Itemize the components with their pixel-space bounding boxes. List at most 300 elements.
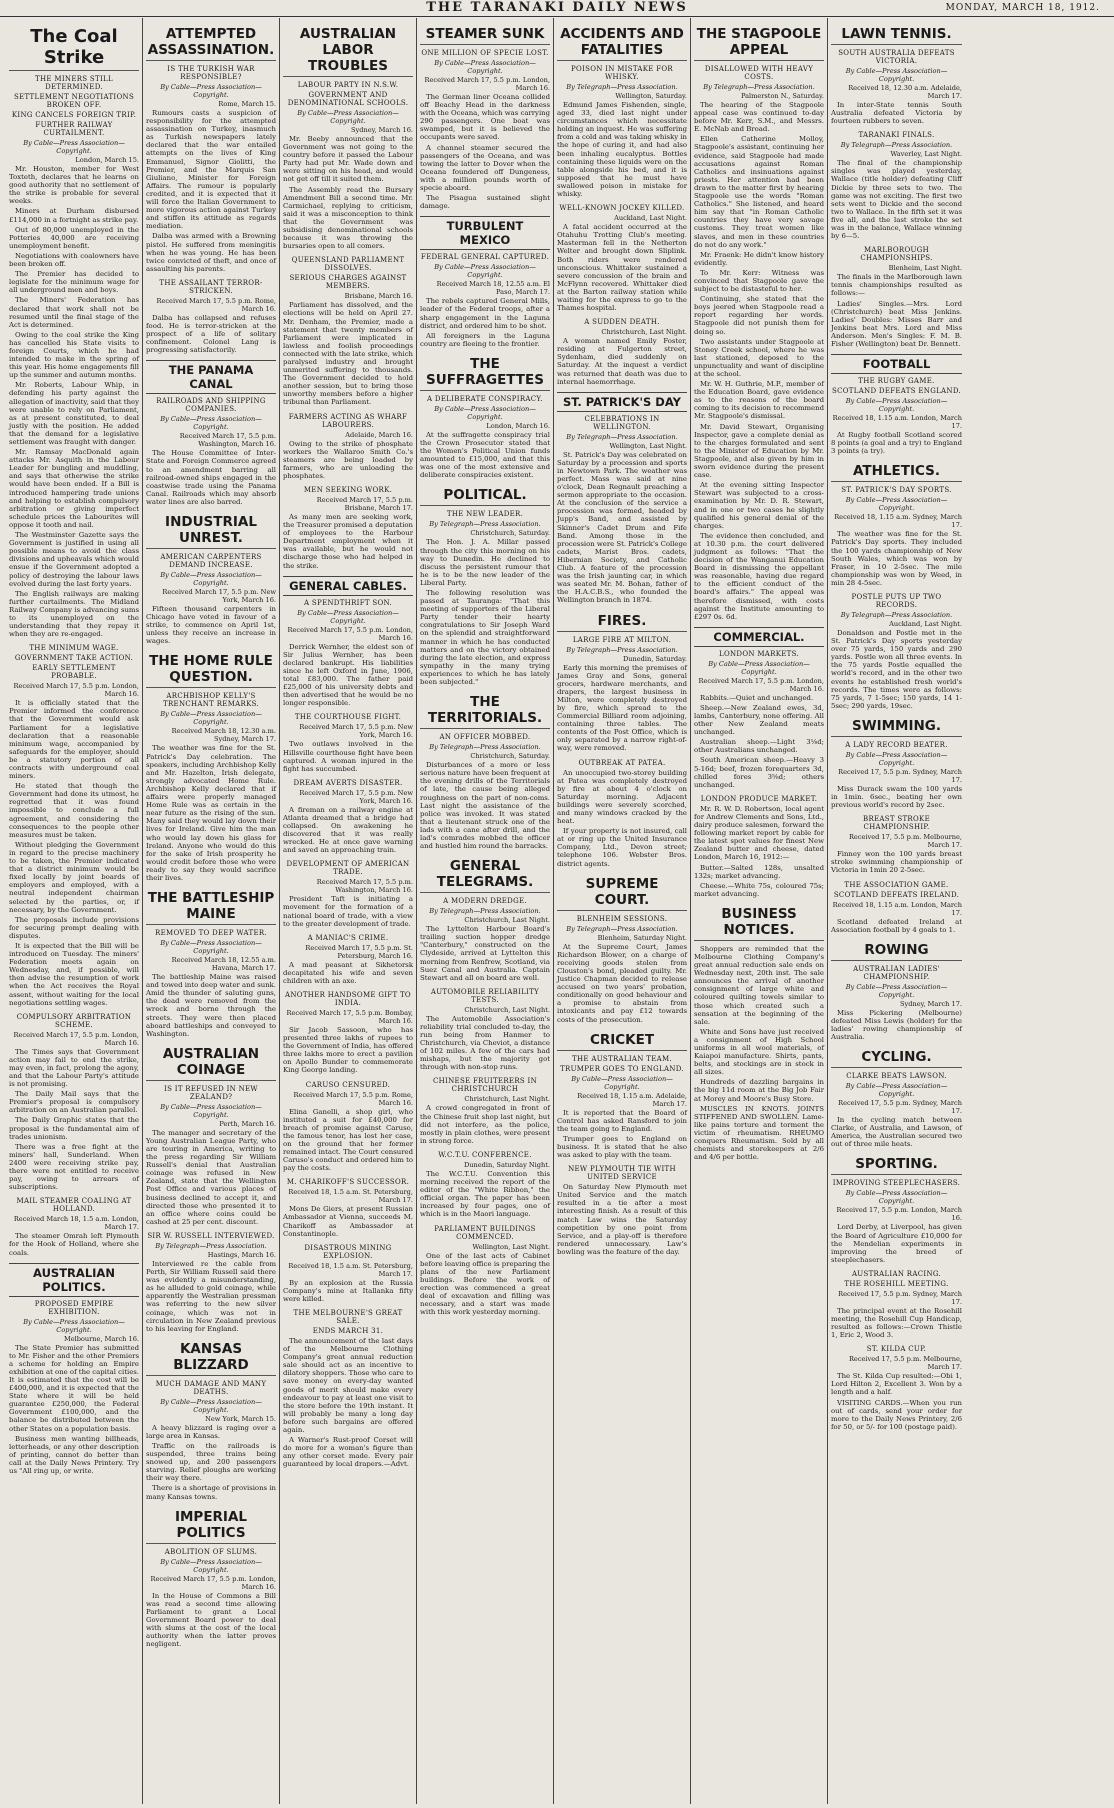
- article: [283, 599, 413, 708]
- article: [831, 246, 962, 348]
- article-dateline: Christchurch, Saturday.: [470, 529, 550, 538]
- article-dateline: Christchurch, Saturday.: [470, 752, 550, 761]
- column-4: [417, 18, 554, 1804]
- article-subheading: POISON IN MISTAKE FOR WHISKY.: [570, 65, 673, 81]
- section-banner: ST. PATRICK'S DAY: [557, 392, 687, 412]
- article-subheading: GOVERNMENT AND DENOMINATIONAL SCHOOLS.: [287, 91, 409, 107]
- article-heading: FIRES.: [557, 611, 687, 632]
- article-subheading: DEVELOPMENT OF AMERICAN TRADE.: [286, 860, 410, 877]
- article-dateline: Received 17, 5.5 p.m. Melbourne, March 17.: [848, 833, 962, 850]
- article: [283, 1081, 413, 1173]
- article-paragraph: In the cycling match between Clarke, of Australia, and Lawson, of America, the Australian secured two out of three mile heats.: [831, 1116, 962, 1149]
- article-credit: By Cable—Press Association—Copyright.: [160, 1557, 262, 1574]
- article-subheading: A SUDDEN DEATH.: [584, 318, 660, 327]
- article-dateline: Wellington, Last Night.: [609, 441, 687, 450]
- article-paragraph: Miss Durack swam the 100 yards in 1min. 6sec., beating her own previous world's record by 2sec.: [831, 784, 962, 810]
- article-subheading: GOVERNMENT TAKE ACTION.: [14, 654, 134, 663]
- article-paragraph: Dalba was armed with a Browning pistol. He suffered from meningitis when he was young. He has been twice convicted of theft, and once of assaulting his parents.: [146, 232, 276, 273]
- article-paragraph: Ladies' Singles.—Mrs. Lord (Christchurch) beat Miss Jenkins. Ladies' Doubles: Misses Barr and Jenkins beat Mrs. Lord and Miss Anderson. Men's Singles: F. M. B. Fisher (Wellington) beat Dr. Bennett.: [831, 299, 962, 348]
- article: [146, 1044, 276, 1226]
- article-dateline: Received March 17, 5.5 p.m. Washington, March 16.: [316, 878, 413, 895]
- article: [283, 1309, 413, 1469]
- article-paragraph: In inter-State tennis South Australia defeated Victoria by fourteen rubbers to seven.: [831, 101, 962, 126]
- article: [420, 253, 550, 348]
- article: [831, 593, 962, 710]
- article-subheading: ABOLITION OF SLUMS.: [164, 1547, 258, 1556]
- column-5: [554, 18, 691, 1804]
- article-subheading: DISASTROUS MINING EXPLOSION.: [304, 1243, 392, 1260]
- article-subheading: LARGE FIRE AT MILTON.: [572, 635, 672, 644]
- article-dateline: Waverley, Last Night.: [890, 150, 962, 159]
- article-paragraph: The battleship Maine was raised and towed into deep water and sunk. Amid the thunder of saluting guns, the dead were removed from the wreck and borne through the streets. They were then placed aboard battleships and conveyed to Washington.: [146, 973, 276, 1038]
- article-subheading: IMPROVING STEEPLECHASERS.: [832, 1179, 961, 1188]
- article-dateline: Received March 18, 1.5 a.m. London, March 17.: [13, 1215, 139, 1232]
- article-subheading: LONDON MARKETS.: [719, 649, 799, 658]
- article-dateline: Hastings, March 16.: [207, 1250, 276, 1259]
- article-subheading: A LADY RECORD BEATER.: [845, 740, 948, 749]
- article-paragraph: Scotland defeated Ireland at Association football by 4 goals to 1.: [831, 917, 962, 934]
- article-paragraph: Without pledging the Government in regard to the precise machinery to be taken, the Premier indicated that a district minimum would be fixed locally by joint boards of employers and employed, with a neutral independent chairman selected by the parties, or, if necessary, by the Government.: [9, 840, 139, 914]
- article: [9, 1013, 139, 1192]
- article-dateline: Received March 17, 5.5 p.m. Rome, March 16.: [293, 1090, 413, 1107]
- article-paragraph: The Miners' Federation has declared that work shall not be resumed until the final stage of the Act is determined.: [9, 296, 139, 329]
- article-credit: By Telegraph—Press Association.: [703, 83, 815, 91]
- article-dateline: Received March 17, 5.5 p.m. St. Petersburg, March 16.: [305, 943, 413, 960]
- article-paragraph: The Assembly read the Bursary Amendment Bill a second time. Mr. Carmichael, replying to criticism, said it was a misconception to think that the Government was subsidising denominational schools because it was throwing the bursaries open to all comers.: [283, 185, 413, 251]
- article-subheading: PARLIAMENT BUILDINGS COMMENCED.: [434, 1224, 536, 1241]
- article-credit: By Cable—Press Association—Copyright.: [160, 710, 262, 727]
- article: [146, 888, 276, 1038]
- section-banner: THE PANAMA CANAL: [146, 360, 276, 394]
- article-subheading: KING CANCELS FOREIGN TRIP.: [11, 111, 137, 119]
- article-dateline: Received 17, 5.5 p.m. Sydney, March 17.: [838, 1289, 962, 1306]
- article-paragraph: The steamer Omrah left Plymouth for the Hook of Holland, where she coals.: [9, 1232, 139, 1257]
- article-paragraph: Lord Derby, at Liverpool, has given the Board of Agriculture £10,000 for the Mendelian experiments in improving the breed of steeplechasers.: [831, 1223, 962, 1264]
- article-paragraph: The Times says that Government action may fail to end the strike, may even, in fact, prolong the agony, and that the Labour Party's attitude is not promising.: [9, 1047, 139, 1089]
- article: [9, 75, 139, 638]
- article-paragraph: Shoppers are reminded that the Melbourne Clothing Company's great annual reduction sale ends on Wednesday next, 20th inst. The sale announces the arrival of another consignment of large white and coloured quilting towels similar to those which created such a sensation at the beginning of the sale.: [694, 944, 824, 1026]
- article-dateline: Received 17, 5.5 p.m. Sydney, March 17.: [838, 767, 962, 784]
- article-paragraph: An unoccupied two-storey building at Patea was completely destroyed by fire at about 4 o'clock on Saturday morning. Adjacent buildings were severely scorched, and many windows cracked by the heat.: [557, 768, 687, 826]
- article-paragraph: Continuing, she stated that the boys jeered when Stagpoole read a report regarding her words. Stagpoole did not punish them for doing so.: [694, 295, 824, 336]
- article-paragraph: VISITING CARDS.—When you run out of cards, send your order for more to the Daily News Printery, 2/6 for 50, or 5/- for 100 (postage paid).: [831, 1398, 962, 1431]
- article: [557, 65, 687, 198]
- article-paragraph: A mad peasant at Sikhetorsk decapitated his wife and seven children with an axe.: [283, 960, 413, 985]
- column-heading: ACCIDENTS AND FATALITIES: [557, 24, 687, 61]
- article-subheading: DREAM AVERTS DISASTER.: [293, 778, 403, 787]
- article: [557, 759, 687, 868]
- article-paragraph: The German liner Oceana collided off Beachy Head in the darkness with the Oceana, which was carrying 290 passengers. One boat was swamped, but it is believed the occupants were saved.: [420, 93, 550, 142]
- article-subheading: AMERICAN CARPENTERS DEMAND INCREASE.: [160, 553, 262, 569]
- article-dateline: Christchurch, Last Night.: [464, 1005, 550, 1014]
- article-subheading: W.C.T.U. CONFERENCE.: [438, 1150, 532, 1159]
- article-credit: By Telegraph—Press Association.: [566, 83, 678, 91]
- article: [283, 860, 413, 927]
- article-subheading: A SPENDTHRIFT SON.: [303, 598, 393, 607]
- article-paragraph: One of the last acts of Cabinet before leaving office is preparing the plans of the new Parliament buildings. Before the work of erection was commenced a great deal of excavation and filling was necessary, and a start was made with this work yesterday morning.: [420, 1251, 550, 1317]
- article-subheading: POSTLE PUTS UP TWO RECORDS.: [851, 593, 942, 609]
- article-heading: AUSTRALIAN COINAGE: [146, 1044, 276, 1081]
- column-7: [828, 18, 965, 1804]
- article: [146, 1339, 276, 1501]
- article-paragraph: Business men wanting billheads, letterheads, or any other description of printing, cannot do better than call at the Daily News Printery. Try us "All ring up, or write.: [9, 1434, 139, 1475]
- article-credit: By Cable—Press Association—Copyright.: [160, 415, 262, 432]
- columns-container: [6, 18, 1108, 1804]
- article: [694, 650, 824, 789]
- article-paragraph: Early this morning the premises of James Gray and Sons, general grocers, hardware merchants, and drapers, the largest business in Milton, were completely destroyed by fire, which spread to the Commercial Billiard room adjoining, containing three tables. The contents of the Post Office, which is only separated by a narrow right-of-way, were removed.: [557, 663, 687, 753]
- article-credit: By Cable—Press Association—Copyright.: [434, 59, 536, 75]
- article-credit: By Cable—Press Association—Copyright.: [160, 83, 262, 99]
- article-paragraph: Owing to the strike of phosphate workers the Wallaroo Smith Co.'s steamers are being loaded by farmers, who are unloading the phosphates.: [283, 439, 413, 480]
- article-paragraph: A heavy blizzard is raging over a large area in Kansas.: [146, 1423, 276, 1440]
- article-heading: BUSINESS NOTICES.: [694, 904, 824, 941]
- article-credit: By Cable—Press Association—Copyright.: [297, 608, 399, 625]
- article-paragraph: Mr. Roberts, Labour Whip, in defending his party against the allegation of inactivity, said that they were unable to rely on Parliament, as at present constituted, to deal justly with the position. He added that the demand for a legislative settlement was fraught with danger.: [9, 381, 139, 446]
- article-dateline: Wellington, Saturday.: [615, 92, 687, 100]
- masthead-date: MONDAY, MARCH 18, 1912.: [945, 3, 1100, 13]
- article-dateline: Received 18, 1.15 a.m. Sydney, March 17.: [834, 513, 962, 530]
- article: [146, 1232, 276, 1333]
- article-credit: By Cable—Press Association—Copyright.: [297, 109, 399, 125]
- article: [420, 1225, 550, 1317]
- article: [557, 318, 687, 386]
- article-subheading: CHINESE FRUITERERS IN CHRISTCHURCH: [432, 1077, 538, 1094]
- article-paragraph: The principal event at the Rosehill meeting, the Rosehill Cup Handicap, resulted as follows:—Crown Thistle 1, Eric 2, Wood 3.: [831, 1306, 962, 1340]
- article-dateline: London, March 16.: [486, 421, 550, 430]
- article-heading: SUPREME COURT.: [557, 874, 687, 911]
- article-credit: By Cable—Press Association—Copyright.: [845, 1189, 948, 1206]
- article-subheading: COMPULSORY ARBITRATION SCHEME.: [16, 1012, 132, 1029]
- article-heading: THE HOME RULE QUESTION.: [146, 651, 276, 688]
- article-subheading: SIR W. RUSSELL INTERVIEWED.: [147, 1231, 275, 1240]
- article-paragraph: MUSCLES IN KNOTS. JOINTS STIFFENED AND SWOLLEN. Lame-like pains torture and torment the victim of rheumatism. RHEUMO conquers Rheumatism. Sold by all chemists and storekeepers at 2/6 and 4/6 per bottle.: [694, 1104, 824, 1162]
- column-heading: ATTEMPTED ASSASSINATION.: [146, 24, 276, 61]
- article-dateline: Auckland, Last Night.: [614, 214, 687, 223]
- article-subheading: CARUSO CENSURED.: [305, 1080, 391, 1089]
- article-credit: By Telegraph—Press Association.: [429, 743, 541, 752]
- article-dateline: Christchurch, Last Night.: [464, 1095, 550, 1104]
- article: [283, 256, 413, 406]
- article: [420, 856, 550, 982]
- article-dateline: Rome, March 15.: [218, 100, 276, 108]
- article-subheading: A MANIAC'S CRIME.: [307, 933, 389, 942]
- article-credit: By Cable—Press Association—Copyright.: [23, 1317, 125, 1334]
- article-paragraph: Traffic on the railroads is suspended, three trains being snowed up, and 200 passengers starving. Relief ploughs are working their way there.: [146, 1441, 276, 1483]
- article-dateline: Received March 17, 5.5 p.m. London, March 16.: [13, 1030, 139, 1047]
- article-credit: By Cable—Press Association—Copyright.: [160, 1397, 262, 1414]
- article-subheading: SCOTLAND DEFEATS ENGLAND.: [831, 387, 962, 396]
- article-subheading: OUTBREAK AT PATEA.: [578, 758, 666, 767]
- article-paragraph: A Warner's Rust-proof Corset will do more for a woman's figure than any other corset made. Every pair guaranteed by local drapers.—Advt.: [283, 1436, 413, 1469]
- article: [557, 204, 687, 312]
- article-dateline: Received March 17, 5.5 p.m. New York, March 16.: [299, 723, 413, 740]
- article-paragraph: The Westminster Gazette says the Government is justified in using all possible means to avoid the class divisions and upheavals which would ensue if the Government adopted a policy of destroying the labour laws evolved during the last forty years.: [9, 531, 139, 588]
- article: [831, 881, 962, 934]
- article-paragraph: Donaldson and Postle met in the St. Patrick's Day sports yesterday over 75 yards, 150 yards and 290 yards. Postle won all three events. In the 75 yards Postle equalled the world's record, and in the other two events he established fresh world's records. The times were as follows: 75 yards, 7 1-5sec; 150 yards, 14 1-5sec; 290 yards, 19sec.: [831, 629, 962, 710]
- article-subheading: ANOTHER HANDSOME GIFT TO INDIA.: [285, 991, 411, 1007]
- article-paragraph: The Pisagua sustained slight damage.: [420, 194, 550, 211]
- article: [146, 651, 276, 882]
- article-subheading: FARMERS ACTING AS WHARF LABOURERS.: [288, 412, 408, 429]
- section-banner: AUSTRALIAN POLITICS.: [9, 1263, 139, 1297]
- article-paragraph: In the House of Commons a Bill was read a second time allowing Parliament to grant a Local Government Board power to deal with slums at the cost of the local authority when the latter proves negligent.: [146, 1591, 276, 1649]
- article-subheading: CLARKE BEATS LAWSON.: [846, 1072, 947, 1081]
- article: [694, 904, 824, 1161]
- article: [9, 644, 139, 1006]
- article-credit: By Cable—Press Association—Copyright.: [708, 659, 810, 676]
- article-dateline: Christchurch, Last Night.: [464, 916, 550, 925]
- article-paragraph: Mr. Ramsay MacDonald again attacks Mr. Asquith in the Labour Leader for bungling and muddling, and says that otherwise the strike would have been ended. If a Bill is introduced hampering trade unions and helping to establish compulsory arbitration or giving imperfect schedule prices the Labourites will oppose it tooth and nail.: [9, 448, 139, 529]
- article: [9, 1197, 139, 1256]
- article-subheading: SERIOUS CHARGES AGAINST MEMBERS.: [289, 274, 407, 291]
- article-dateline: Received March 18, 12.55 a.m. Havana, March 17.: [171, 956, 276, 973]
- article-paragraph: A crowd congregated in front of the Chinese fruit shop last night, but did not interfere, as the police, mostly in plain clothes, were present in strong force.: [420, 1104, 550, 1145]
- article-dateline: Sydney, March 17.: [899, 999, 962, 1008]
- section-banner: FOOTBALL: [831, 354, 962, 374]
- article-paragraph: Interviewed re the cable from Perth, Sir William Russell said there was evidently a misunderstanding, as he alluded to gold coinage, while apparently the Westralian pressman was referring to the new silver coinage, which was not in circulation in New Zealand previous to his leaving for England.: [146, 1259, 276, 1333]
- article: [283, 779, 413, 855]
- article-paragraph: He stated that though the Government had done its utmost, he regretted that it was found impossible to conclude a full agreement, and considering the consequences to the people other measures must be taken.: [9, 782, 139, 839]
- article: [146, 279, 276, 354]
- article-subheading: REMOVED TO DEEP WATER.: [155, 929, 267, 938]
- article-dateline: New York, March 15.: [205, 1414, 276, 1423]
- article: [420, 692, 550, 850]
- article-subheading: ARCHBISHOP KELLY'S TRENCHANT REMARKS.: [163, 692, 259, 709]
- article-heading: ATHLETICS.: [831, 461, 962, 482]
- article-paragraph: The finals in the Marlborough lawn tennis championships resulted as follows:—: [831, 273, 962, 298]
- article-dateline: Adelaide, March 16.: [345, 430, 413, 439]
- article-dateline: Received 17, 5.5 p.m. Melbourne, March 17.: [848, 1355, 962, 1372]
- article-subheading: THE AUSTRALIAN TEAM.: [572, 1054, 672, 1063]
- article-paragraph: Butter.—Salted 128s, unsalted 132s; market advancing.: [694, 863, 824, 880]
- column-2: [143, 18, 280, 1804]
- article-subheading: IS IT REFUSED IN NEW ZEALAND?: [164, 1084, 258, 1101]
- article-paragraph: It is officially stated that the Premier informed the conference that the Government would ask Parliament for a legislative declaration that a reasonable minimum wage, accompanied by safeguards for the employer, should be a statutory portion of all contracts with underground coal miners.: [9, 699, 139, 781]
- article-paragraph: As many men are seeking work, the Treasurer promised a deputation of employees to the Harbour Department employment when it was available, but he would not discharge those who had helped in the strike.: [283, 513, 413, 570]
- article-paragraph: Mr. Fraenk: He didn't know history evidently.: [694, 250, 824, 267]
- article-credit: By Cable—Press Association—Copyright.: [845, 496, 948, 513]
- article-subheading: LONDON PRODUCE MARKET.: [700, 794, 818, 803]
- article-dateline: Received 18, 12.30 a.m. Adelaide, March 17.: [848, 84, 962, 100]
- article: [283, 1178, 413, 1237]
- article-subheading: THE RUGBY GAME.: [858, 377, 935, 386]
- article-dateline: Received March 17, 5.5 p.m. London, March 16.: [13, 682, 139, 699]
- article: [557, 874, 687, 1024]
- article-credit: By Cable—Press Association—Copyright.: [845, 397, 948, 414]
- article-paragraph: There was a free fight at the miners' hall, Sunderland. When 2400 were receiving strike pay, there were not entitled to receive pay, owing to arrears of subscriptions.: [9, 1142, 139, 1192]
- column-3: [280, 18, 417, 1804]
- article-subheading: CELEBRATIONS IN WELLINGTON.: [584, 414, 660, 431]
- article-subheading: MEN SEEKING WORK.: [303, 486, 393, 494]
- article-paragraph: Rabbits.—Quiet and unchanged.: [700, 693, 814, 702]
- article-paragraph: Out of 80,000 unemployed in the Potteries 40,000 are receiving unemployment benefit.: [9, 225, 139, 250]
- article: [283, 81, 413, 250]
- article-paragraph: The Hon. J. A. Millar passed through the city this morning on his way to Dunedin. He declined to discuss the persistent rumour that he is to be the new leader of the Liberal Party.: [420, 538, 550, 587]
- article-paragraph: Owing to the coal strike the King has cancelled his State visits to foreign Courts, which he had intended to make in the spring of this year. His home engagements fill up the summer and autumn months.: [9, 330, 139, 380]
- article-heading: POLITICAL.: [420, 485, 550, 506]
- article-paragraph: A fatal accident occurred at the Otahuhu Trotting Club's meeting. Masterman fell in the Netherton Welter and brought down Sliplink. Both riders were rendered unconscious. Whittaker sustained a severe concussion of the brain and McFlynn recovered. Whittaker died at the Barton railway station while waiting for the express to go to the Thames hospital.: [557, 223, 687, 313]
- article-dateline: Received March 17, 5.5 p.m. New York, March 16.: [299, 788, 413, 805]
- article-subheading: ST. KILDA CUP.: [866, 1345, 927, 1354]
- article-subheading: MARLBOROUGH CHAMPIONSHIPS.: [860, 246, 933, 263]
- article-heading: ROWING: [831, 940, 962, 961]
- article-subheading: QUEENSLAND PARLIAMENT DISSOLVES.: [291, 256, 405, 273]
- article-credit: By Cable—Press Association—Copyright.: [845, 750, 948, 767]
- article-subheading: THE MINIMUM WAGE.: [29, 644, 119, 653]
- article-credit: By Telegraph—Press Association.: [566, 432, 678, 441]
- article-credit: By Cable—Press Association—Copyright.: [845, 982, 948, 999]
- article-dateline: Received 18, 1.15 a.m. London, March 17.: [832, 900, 962, 917]
- article: [420, 1151, 550, 1219]
- article-dateline: Received March 17, 5.5 p.m. London, March 16.: [698, 676, 824, 693]
- article: [283, 486, 413, 570]
- article-paragraph: Sheep.—New Zealand ewes, 3d, lambs, Canterbury, none offering. All other New Zealand meats unchanged.: [694, 703, 824, 737]
- article-credit: By Telegraph—Press Association.: [155, 1241, 267, 1250]
- article-subheading: M. CHARIKOFF'S SUCCESSOR.: [286, 1178, 410, 1187]
- article-subheading: AUSTRALIAN LADIES' CHAMPIONSHIP.: [853, 964, 940, 981]
- article-credit: By Cable—Press Association—Copyright.: [845, 67, 948, 83]
- article: [9, 1300, 139, 1476]
- article-paragraph: Finney won the 100 yards breast stroke swimming championship of Victoria in 1min 20 2-5sec.: [831, 850, 962, 875]
- article-subheading: AUSTRALIAN RACING.: [851, 1269, 942, 1278]
- article-paragraph: The manager and secretary of the Young Australian League Party, who are touring in America, writing to the press regarding Sir William Russell's denial that Australian coinage was refused in New Zealand, state that the Wellington Post Office and various places of business declined to accept it, and directed those who presented it to an office where coins could be cashed at 25 per cent. discount.: [146, 1128, 276, 1226]
- article-dateline: Received 17, 5.5 p.m. Sydney, March 17.: [838, 1099, 962, 1116]
- article-credit: By Telegraph—Press Association.: [840, 141, 953, 150]
- article-subheading: THE NEW LEADER.: [446, 510, 524, 519]
- article-paragraph: Miners at Durham disbursed £114,000 in a fortnight as strike pay.: [9, 207, 139, 224]
- article: [557, 415, 687, 605]
- article-paragraph: The Automobile Association's reliability trial concluded to-day, the run being from Hanmer to Christchurch, via Cheviot, a distance of 102 miles. A few of the cars had mishaps, but the majority got through with non-stop runs.: [420, 1014, 550, 1072]
- article-heading: GENERAL TELEGRAMS.: [420, 856, 550, 893]
- article-subheading: A MODERN DREDGE.: [443, 897, 527, 906]
- article-paragraph: The English railways are making further curtailments. The Midland Railway Company is advancing sums to its unemployed on the understanding that they repay it when they are re-engaged.: [9, 589, 139, 639]
- article-paragraph: At the suffragette conspiracy trial the Crown Prosecutor stated that the Women's Political Union funds amounted to £15,000, and that this was one of the most extensive and deliberate conspiracies existent.: [420, 430, 550, 480]
- article-paragraph: Mr. W. H. Guthrie, M.P., member of the Education Board, gave evidence as to the reasons of the board coming to its decision to recommend Mr. Stagpoole's dismissal.: [694, 380, 824, 421]
- article-dateline: Received March 17, 5.5 p.m. London, March 16.: [287, 625, 413, 642]
- article-credit: By Cable—Press Association—Copyright.: [571, 1074, 673, 1091]
- article-dateline: Dunedin, Saturday.: [622, 654, 687, 663]
- article-paragraph: Trumper goes to England on business. It is stated that he also was asked to play with the team.: [557, 1134, 687, 1160]
- article-dateline: Melbourne, March 16.: [63, 1334, 139, 1343]
- article-paragraph: The weather was fine for the St. Patrick's Day sports. They included the 100 yards championship of New South Wales, which was won by Fraser, in 10 2-5sec. The mile championship was won by Weed, in min 28 4-5sec.: [831, 530, 962, 587]
- article-paragraph: A woman named Emily Foster, residing at Fulgerton street, Sydenham, died suddenly on Saturday. At the inquest a verdict was returned that death was due to internal haemorrhage.: [557, 337, 687, 386]
- article-subheading: FURTHER RAILWAY CURTAILMENT.: [35, 121, 113, 137]
- article-subheading: RAILROADS AND SHIPPING COMPANIES.: [156, 397, 266, 414]
- article-heading: CRICKET: [557, 1030, 687, 1051]
- article-heading: THE SUFFRAGETTES: [420, 354, 550, 391]
- article-paragraph: The hearing of the Stagpoole appeal case was continued to-day before Mr. Kerr, S.M., and Messrs. E. McNab and Broad.: [694, 101, 824, 134]
- article: [831, 49, 962, 125]
- article-subheading: AN OFFICER MOBBED.: [439, 733, 531, 742]
- article-paragraph: Rumours casts a suspicion of responsibility for the attempted assassination on Turkey, inasmuch as Turkish newspapers lately declared that the war entailed attempts on the lives of King Emmanuel, Signor Giolitti, the Premier, and the Marquis San Giuliano, Minister for Foreign Affairs. The rumour is popularly credited, and it is expected that it will force the Italian Government to more vigorous action against Turkey and stiffen its attitude as regards mediation.: [146, 109, 276, 231]
- article-dateline: Perth, March 16.: [219, 1119, 276, 1128]
- article-dateline: Received March 17, 5.5 p.m. London, March 16.: [150, 1574, 276, 1591]
- article-paragraph: Negotiations with coalowners have been broken off.: [9, 251, 139, 269]
- article-heading: IMPERIAL POLITICS: [146, 1507, 276, 1544]
- article: [831, 1270, 962, 1339]
- article-credit: By Cable—Press Association—Copyright.: [845, 1082, 948, 1099]
- article: [283, 991, 413, 1075]
- article-paragraph: The proposals include provisions for securing prompt dealing with disputes.: [9, 915, 139, 940]
- article-paragraph: Australian sheep.—Light 3⅛d; other Australians unchanged.: [694, 738, 824, 755]
- article-paragraph: There is a shortage of provisions in many Kansas towns.: [146, 1484, 276, 1501]
- article-subheading: EARLY SETTLEMENT PROBABLE.: [32, 664, 116, 681]
- article-dateline: Received March 18, 12.55 a.m. El Paso, March 17.: [436, 280, 550, 297]
- article-subheading: SCOTLAND DEFEATS IRELAND.: [833, 890, 960, 899]
- article-dateline: Dunedin, Saturday Night.: [463, 1160, 550, 1169]
- article-subheading: TARANAKI FINALS.: [858, 131, 935, 140]
- article-credit: By Cable—Press Association—Copyright.: [23, 139, 125, 155]
- article-dateline: Received March 17, 5.5 p.m. New York, March 16.: [162, 588, 276, 604]
- column-heading: LAWN TENNIS.: [831, 24, 962, 45]
- article: [146, 512, 276, 645]
- article-paragraph: At the Supreme Court, James Richardson Blower, on a charge of receiving goods stolen from Clouston's bond, pleaded guilty. Mr. Justice Chapman decided to release accused on two years' probation, conditionally on good behaviour and a promise to abstain from intoxicants and pay £12 towards costs of the prosecution.: [557, 942, 687, 1024]
- article-paragraph: A fireman on a railway engine at Atlanta dreamed that a bridge had collapsed. On awakening he discovered that it was really wrecked. He at once gave warning and saved an approaching train.: [283, 805, 413, 855]
- article-paragraph: Two assistants under Stagpoole at Stoney Creek school, where he was last stationed, deposed to the unpunctuality and want of discipline at the school.: [694, 337, 824, 378]
- article-paragraph: Two outlaws involved in the Hillsville courthouse fight have been captured. A woman injured in the fight has succumbed.: [283, 740, 413, 773]
- article-subheading: THE MELBOURNE'S GREAT SALE.: [293, 1308, 403, 1325]
- article: [694, 795, 824, 898]
- column-heading: STEAMER SUNK: [420, 24, 550, 45]
- article-subheading: NEW PLYMOUTH TIE WITH UNITED SERVICE: [568, 1165, 676, 1182]
- article-subheading: SOUTH AUSTRALIA DEFEATS VICTORIA.: [838, 49, 955, 65]
- article-paragraph: The announcement of the last days of the Melbourne Clothing Company's great annual reduction sale should act as an incentive to dilatory shoppers. Those who care to save money on every-day wanted goods of merit should make every endeavour to pay at least one visit to the store before the 19th instant. It will probably be many a long day before such bargains are offered again.: [283, 1336, 413, 1434]
- article-subheading: THE MINERS STILL DETERMINED.: [35, 75, 113, 91]
- article-dateline: Received March 17, 5.5 p.m. Washington, March 16.: [179, 432, 276, 449]
- article-paragraph: The final of the championship singles was played yesterday, Wallace (title holder) defeating Cliff Dickie by three sets to two. The game was not exciting. The first two sets went to Dickie and the second two to Wallace. In the fifth set it was five all, and the last stroke the set was in the balance, Wallace winning by 6—5.: [831, 159, 962, 241]
- article-subheading: FEDERAL GENERAL CAPTURED.: [420, 253, 550, 262]
- article-paragraph: The evidence then concluded, and at 10.30 p.m. the court delivered judgment as follows: "That the decision of the Wanganui Education Board in dismissing the appellant was reasonable, having due regard to the efficient conduct of the board's affairs." The appeal was therefore dismissed, with costs against the Institute amounting to £297 0s. 6d.: [694, 531, 824, 621]
- article-credit: By Cable—Press Association—Copyright.: [434, 263, 536, 280]
- article-dateline: Brisbane, March 16.: [344, 292, 413, 301]
- section-banner: GENERAL CABLES.: [283, 576, 413, 596]
- article-subheading: ST. PATRICK'S DAY SPORTS.: [841, 486, 952, 495]
- section-banner: TURBULENT MEXICO: [420, 216, 550, 250]
- article-paragraph: At the evening sitting Inspector Stewart was subjected to a cross-examination by Mr. D. R. Stewart, and in one or two cases he slightly qualified his general denial of the charges.: [694, 481, 824, 530]
- article-paragraph: Derrick Wernher, the eldest son of Sir Julius Wernher, has been declared bankrupt. His liabilities since he left Oxford in June, 1906, total £83,000. The father paid £25,000 of his university debts and then advertised that he would be no longer responsible.: [283, 642, 413, 708]
- article-subheading: SETTLEMENT NEGOTIATIONS BROKEN OFF.: [13, 93, 135, 109]
- article-paragraph: The St. Kilda Cup resulted:—Obi 1, Lord Hilton 2, Excellent 3. Won by a length and a half.: [831, 1372, 962, 1397]
- article-paragraph: White and Sons have just received a consignment of High School uniforms in all wool materials, of Kaiapoi manufacture. Shirts, pants, belts, and stockings are in stock in all sizes.: [694, 1027, 824, 1077]
- article-paragraph: The weather was fine for the St. Patrick's Day celebration. The speakers, including Archbishop Kelly and Mr. Hazelton, Irish delegate, strongly advocated Home Rule. Archbishop Kelly declared that if affairs were properly managed Home Rule was as certain in the near future as the rising of the sun. Many said they would lay down their lives for Ireland. Give him the man who would lay down his glass for Ireland. Anyone who would do this for the sake of Irish prosperity he would credit before those who were ready to say they would sacrifice their lives.: [146, 744, 276, 882]
- article-subheading: ONE MILLION OF SPECIE LOST.: [421, 49, 549, 57]
- article-subheading: THE ASSAILANT TERROR-STRICKEN.: [159, 278, 263, 295]
- article-subheading: ENDS MARCH 31.: [312, 1326, 384, 1335]
- article-subheading: TRUMPER GOES TO ENGLAND.: [560, 1064, 684, 1073]
- column-heading: THE STAGPOOLE APPEAL: [694, 24, 824, 61]
- article-paragraph: The following resolution was passed at Tauranga: "That this meeting of supporters of the Liberal Party tender their hearty congratulations to Sir Joseph Ward on the splendid and straightforward manner in which he has conducted matters and on the victory obtained during the late election, and express sympathy in the many trying experiences to which he has lately been subjected.": [420, 589, 550, 687]
- article-heading: SWIMMING.: [831, 716, 962, 737]
- article-paragraph: All foreigners in the Laguna country are fleeing to the frontier.: [420, 331, 550, 348]
- article: [146, 65, 276, 273]
- article-subheading: AUTOMOBILE RELIABILITY TESTS.: [430, 987, 540, 1004]
- article: [283, 1244, 413, 1303]
- column-heading: The Coal Strike: [9, 24, 139, 71]
- article-heading: CYCLING.: [831, 1047, 962, 1068]
- article-paragraph: The State Premier has submitted to Mr. Fisher and the other Premiers a scheme for holding an Empire exhibition at one of the capital cities. It is estimated that the cost will be £400,000, and it is expected that the State where it will be held guarantee £250,000, the Federal Government £100,000, and the balance be distributed between the other States on a population basis.: [9, 1343, 139, 1433]
- masthead-title: THE TARANAKI DAILY NEWS: [426, 0, 688, 15]
- column-6: [691, 18, 828, 1804]
- article-subheading: BLENHEIM SESSIONS.: [576, 914, 668, 923]
- article-heading: THE TERRITORIALS.: [420, 692, 550, 729]
- article-paragraph: By an explosion at the Russia Company's mine at Itallanka fifty were killed.: [283, 1278, 413, 1303]
- article-paragraph: Ellen Catherine Molloy, Stagpoole's assistant, continuing her evidence, said Stagpoole had made accusations against Roman Catholics and insinuations against priests. Her attention had been drawn to the matter first by hearing Stagpoole use the words "Roman Catholics." She listened, and heard him say that "in Roman Catholic countries they have very savage customs. They treat women like slaves, and men in these countries do not do any work.": [694, 135, 824, 249]
- article-credit: By Cable—Press Association—Copyright.: [160, 571, 262, 587]
- article-dateline: London, March 15.: [75, 156, 139, 164]
- article: [146, 1507, 276, 1649]
- article: [831, 716, 962, 809]
- article-subheading: BREAST STROKE CHAMPIONSHIP.: [863, 815, 930, 832]
